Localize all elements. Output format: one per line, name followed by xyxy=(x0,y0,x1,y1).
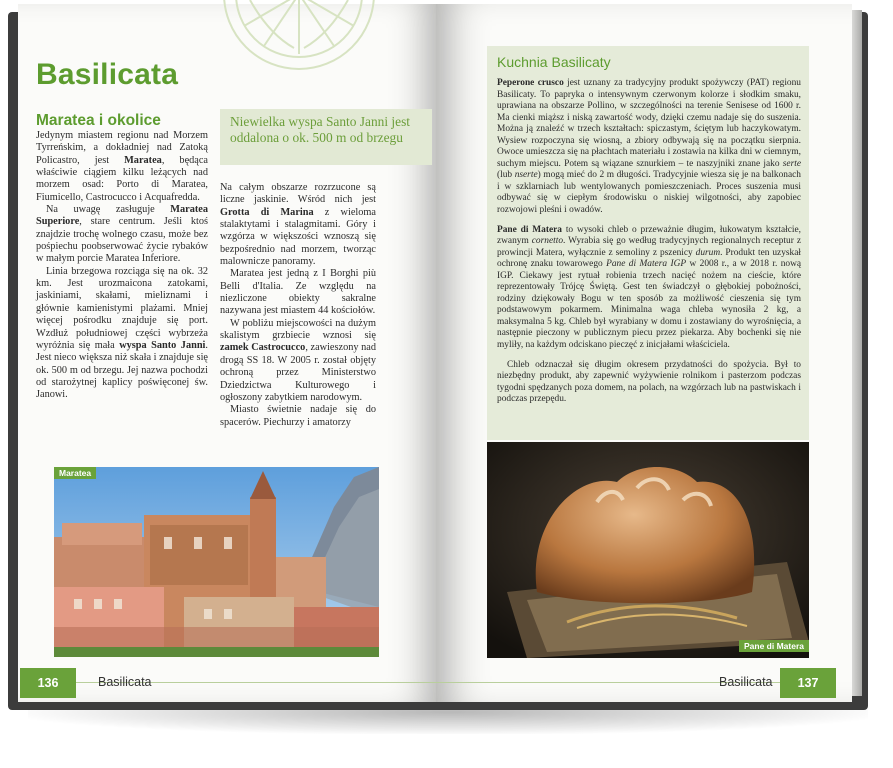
italic-term: Pane di Matera IGP xyxy=(606,259,687,270)
maratea-photo xyxy=(54,467,379,657)
maratea-illustration xyxy=(54,467,379,657)
paragraph xyxy=(220,268,376,317)
text-column-b xyxy=(220,182,376,429)
text-run: Chleb odznaczał się długim okresem przydatności do spożycia. Był to niezbędny produkt, aby zapewnić wyżywienie rolnikom i pasterzom podczas tygodni spędzanych poza domem, na polach, na wzgórzach lub na pastwiskach i podczas przepędu. xyxy=(497,359,801,405)
cuisine-box-title: Kuchnia Basilicaty xyxy=(497,54,611,70)
pullquote: Niewielka wyspa Santo Janni jest oddalona o ok. 500 m od brzegu xyxy=(220,109,432,165)
text-run: , stare centrum. Jeśli ktoś znajdzie trochę wolnego czasu, może bez pośpiechu poobserwować życie rybaków w małym porcie Maratea Inferiore. xyxy=(36,216,208,265)
text-run: . Produkt ten uzyskał ochronę znaku towarowego xyxy=(497,247,801,270)
text-run: , zawieszony nad drogą SS 18. W 2005 r. został objęty ochroną przez Ministerstwo Dziedzictwa Kulturowego i ogłoszony zabytkiem narodowym. xyxy=(220,342,376,403)
text-run: jest uznany za tradycyjny produkt spożywczy (PAT) regionu Basilicaty. To papryka o intensywnym czerwonym kolorze i słodkim smaku, uprawiana na obszarze Pollino, w szczególności na terenie Senisese od 1600 r. Ma cienki miąższ i niską zawartość wody, dzięki czemu nadaje się do suszenia. Można ją znaleźć w trzech kształtach: spiczastym, ściętym lub haczykowatym. Wysiew rozpoczyna się wiosną, a zbiory odbywają się na początku sierpnia. Owoce umieszcza się na płachtach materiału i zostawia na kilka dni w ciemnym, suchym miejscu. Potem są wiązane sznurkiem – te naszyjniki znane jako xyxy=(497,78,801,169)
bread-photo xyxy=(487,442,809,658)
footer-label-left: Basilicata xyxy=(98,675,152,689)
italic-term: serte xyxy=(782,158,801,169)
italic-term: cornetto xyxy=(531,236,564,247)
photo-caption-maratea: Maratea xyxy=(54,467,96,479)
paragraph xyxy=(497,225,801,352)
text-run: to wysoki chleb o przeważnie długim, łukowatym kształcie, zwanym xyxy=(497,224,801,247)
paragraph xyxy=(497,78,801,217)
bold-term: Maratea Superiore xyxy=(36,204,208,228)
text-run: (lub xyxy=(497,170,515,181)
bold-term: Peperone crusco xyxy=(497,78,564,88)
text-run: w 2008 r., a w 2018 r. nową IGP. Ciekawy jest rytuał robienia trzech nacięć nożem na cieście, które reprezentowały Trójcę Świętą. Gest ten świadczył o głębokiej pobożności, rodziny dziękowały Bogu w ten sposób za możliwość cieszenia się tym podstawowym pokarmem. Minimalna waga chleba wynosiła 2 kg, a maksymalna 5 kg. Chleb był wyrabiany w domu i zostawiany do wyrośnięcia, a następnie pieczony w publicznym piecu przez piekarza. Aby bochenki się nie myliły, na każdym odciskano pieczęć z inicjałami właściciela. xyxy=(497,259,801,351)
footer-label-right: Basilicata xyxy=(719,675,773,689)
section-title: Maratea i okolice xyxy=(36,112,161,129)
text-run: . Jest nieco większa niż skała i znajduje się ok. 500 m od brzegu. Jej nazwa pochodzi od starożytnej kaplicy poświęconej św. Janowi. xyxy=(36,339,208,401)
text-column-a xyxy=(36,130,208,402)
photo-caption-bread: Pane di Matera xyxy=(739,640,809,652)
paragraph xyxy=(220,182,376,268)
text-run: Maratea jest jedną z I Borghi più Belli d'Italia. Ze względu na niezliczone obiekty sakralne nazywana jest miastem 44 kościołów. xyxy=(220,268,376,317)
text-run: Na całym obszarze rozrzucone są liczne jaskinie. Wśród nich jest xyxy=(220,182,376,206)
text-run: Jedynym miastem regionu nad Morzem Tyrreńskim, a dokładniej nad Zatoką Policastro, jest xyxy=(36,130,208,166)
page-number-left: 136 xyxy=(20,668,76,698)
paragraph xyxy=(497,360,801,406)
text-run: Miasto świetnie nadaje się do spacerów. Piechurzy i amatorzy xyxy=(220,404,376,428)
paragraph xyxy=(220,318,376,404)
italic-term: durum xyxy=(695,247,721,258)
text-run: z wieloma stalaktytami i stalagmitami. Góry i wzgórza w większości wznoszą się bezpośrednio nad morzem, tworząc malownicze panoramy. xyxy=(220,206,376,268)
page-number-right: 137 xyxy=(780,668,836,698)
text-run: , będąca właściwie ciągiem kilku leżących nad morzem osad: Porto di Maratea, Fiumicello, Castrocucco i Acquafredda. xyxy=(36,154,208,203)
paragraph xyxy=(36,204,208,266)
italic-term: nserte xyxy=(514,170,538,181)
text-column-c xyxy=(497,78,801,406)
paragraph xyxy=(36,266,208,402)
text-run: Linia brzegowa rozciąga się na ok. 32 km. Jest urozmaicona zatokami, jaskiniami, skałami, mieliznami i głównie kamienistymi plażami. Mniej więcej pośrodku znajduje się port. Wzdłuż południowej części wybrzeża wyróżnia się mała xyxy=(36,265,208,351)
lemon-slice-decoration xyxy=(214,0,384,98)
text-run: ) mogą mieć do 2 m długości. Tradycyjnie wiesza się je na balkonach i w szklarniach lub wentylowanych pomieszczeniach. Proces suszenia musi odbywać się w ciepłym środowisku o niskiej wilgotności, aby zapobiec rozwojowi pleśni i owadów. xyxy=(497,170,801,216)
bread-illustration xyxy=(487,442,809,658)
bold-term: wyspa Santo Janni xyxy=(119,339,206,351)
page-edge xyxy=(852,10,862,696)
bold-term: Grotta di Marina xyxy=(220,206,314,218)
text-run: . Wyrabia się go według tradycyjnych regionalnych receptur z prowincji Matera, wyłącznie z semoliny z pszenicy xyxy=(497,236,801,258)
bold-term: Maratea xyxy=(124,154,162,166)
text-run: W pobliżu miejscowości na dużym skalistym grzbiecie wznosi się xyxy=(220,317,376,342)
chapter-title: Basilicata xyxy=(36,58,179,91)
bold-term: zamek Castrocucco xyxy=(220,342,306,354)
paragraph xyxy=(220,404,376,429)
text-run: Na uwagę zasługuje xyxy=(46,204,171,216)
bold-term: Pane di Matera xyxy=(497,224,562,235)
paragraph xyxy=(36,130,208,204)
